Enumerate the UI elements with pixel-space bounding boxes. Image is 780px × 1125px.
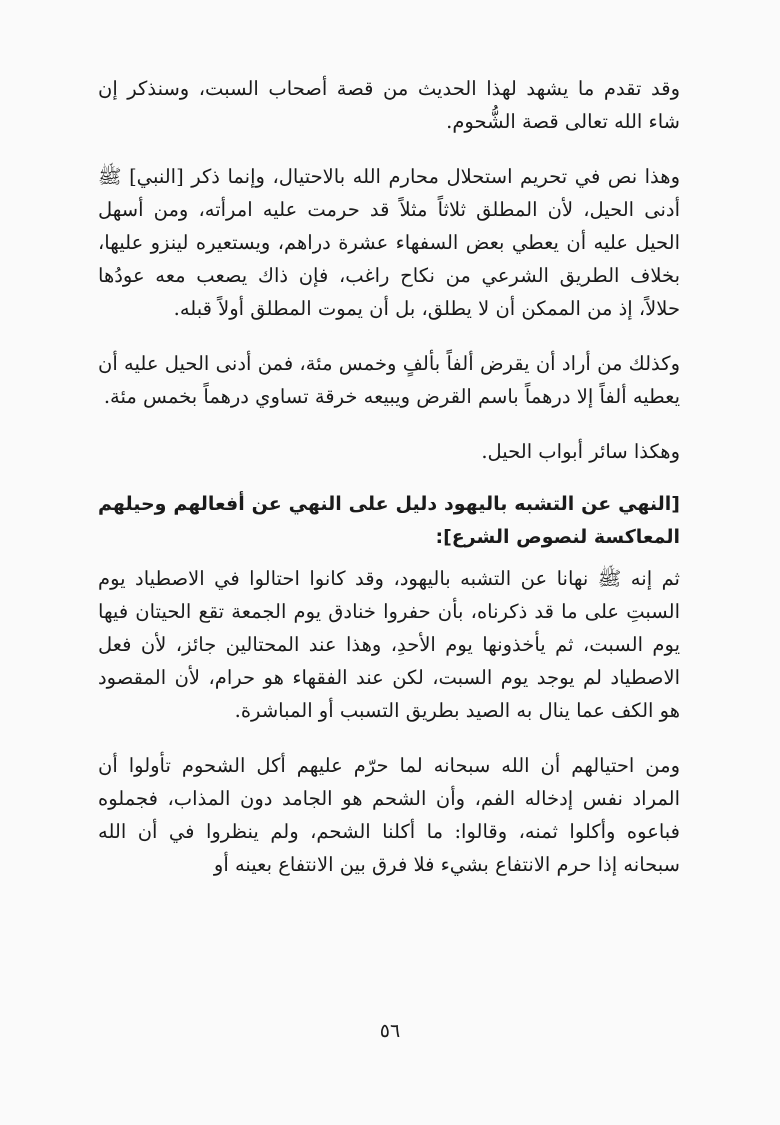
paragraph-sabbath-story: وقد تقدم ما يشهد لهذا الحديث من قصة أصحاب السبت، وسنذكر إن شاء الله تعالى قصة الشُّحوم. [98, 77, 680, 133]
paragraph-other-stratagems: وهكذا سائر أبواب الحيل. [481, 440, 680, 463]
paragraph-fat-stratagem: ومن احتيالهم أن الله سبحانه لما حرّم عليهم أكل الشحوم تأولوا أن المراد نفس إدخاله الفم، وأن الشحم هو الجامد دون المذاب، فجملوه فباعوه وأكلوا ثمنه، وقالوا: ما أكلنا الشحم، ولم ينظروا في أن الله سبحانه إذا حرم الانتفاع بشيء فلا فرق بين الانتفاع بعينه أو [98, 754, 680, 876]
paragraph-loan-stratagem: وكذلك من أراد أن يقرض ألفاً بألفٍ وخمس مئة، فمن أدنى الحيل عليه أن يعطيه ألفاً إلا درهماً باسم القرض ويبيعه خرقة تساوي درهماً بخمس مئة. [98, 352, 680, 408]
section-heading: [النهي عن التشبه باليهود دليل على النهي عن أفعالهم وحيلهم المعاكسة لنصوص الشرع]: [98, 493, 680, 548]
paragraph-fishing-stratagem: ثم إنه ﷺ نهانا عن التشبه باليهود، وقد كانوا احتالوا في الاصطياد يوم السبتِ على ما قد ذكرناه، بأن حفروا خنادق يوم الجمعة تقع الحيتان فيها يوم السبت، ثم يأخذونها يوم الأحدِ، وهذا عند المحتالين جائز، لأن فعل الاصطياد لم يوجد يوم السبت، لكن عند الفقهاء هو حرام، لأن المقصود هو الكف عما ينال به الصيد بطريق التسبب أو المباشرة. [98, 567, 680, 722]
paragraph-stratagem-prohibition: وهذا نص في تحريم استحلال محارم الله بالاحتيال، وإنما ذكر [النبي] ﷺ أدنى الحيل، لأن المطلق ثلاثاً مثلاً قد حرمت عليه امرأته، ومن أسهل الحيل عليه أن يعطي بعض السفهاء عشرة دراهم، ويستعيره لينزو عليها، بخلاف الطريق الشرعي من نكاح راغب، فإن ذاك يصعب معه عودُها حلالاً، إذ من الممكن أن لا يطلق، بل أن يموت المطلق أولاً قبله. [98, 165, 680, 320]
page-number: ٥٦ [379, 1020, 401, 1042]
